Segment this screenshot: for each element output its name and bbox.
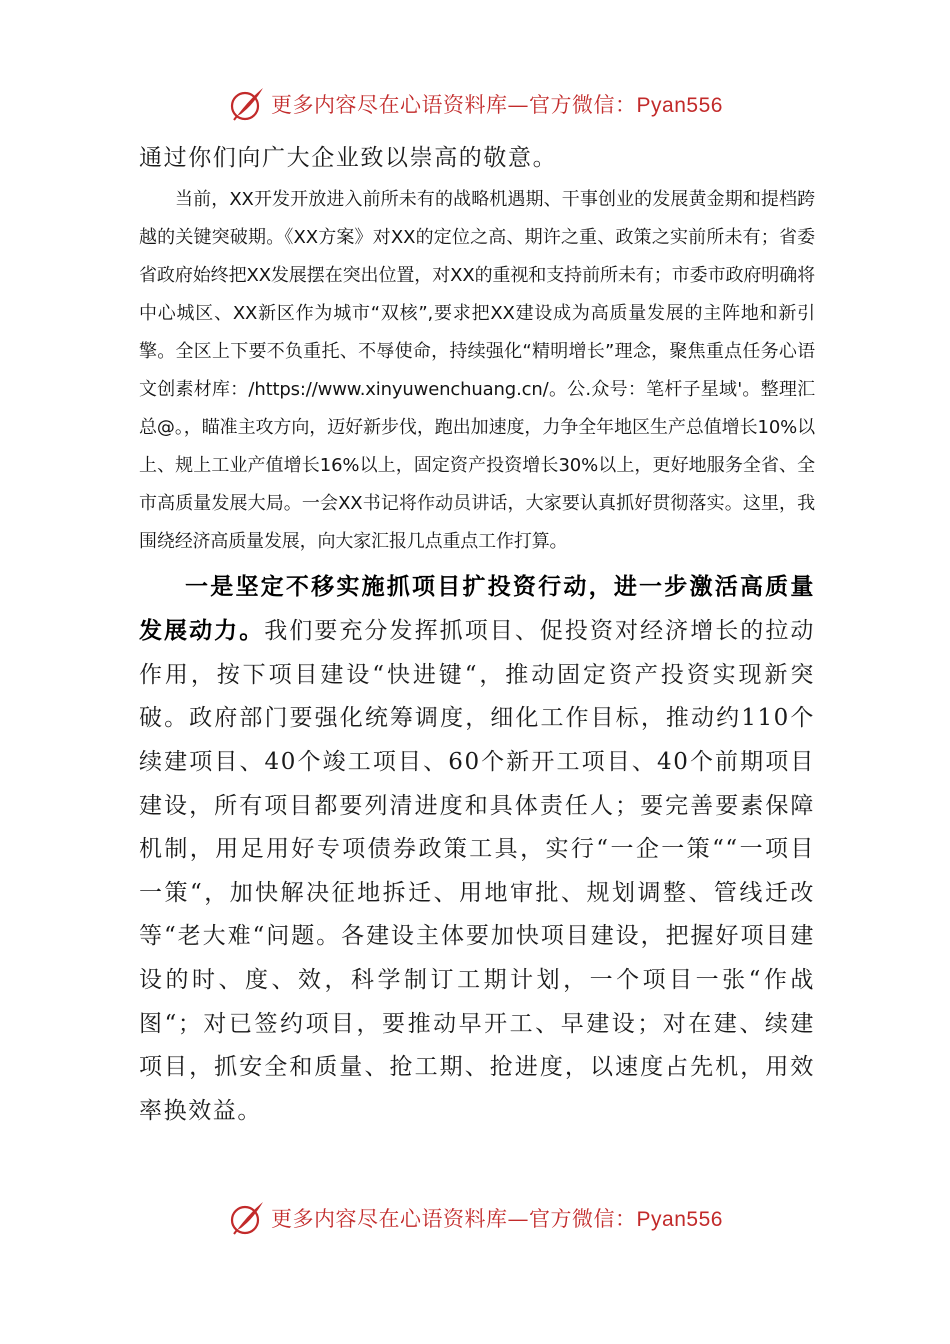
banner-text: 更多内容尽在心语资料库—官方微信：Pyan556 (271, 1207, 723, 1231)
wechat-id: Pyan556 (636, 94, 723, 117)
paragraph-continued: 通过你们向广大企业致以崇高的敬意。 (139, 145, 558, 171)
paragraph-project-investment (139, 565, 815, 1134)
quill-pen-logo-icon (227, 1198, 267, 1238)
quill-pen-logo-icon (227, 84, 267, 124)
section-heading-bold: 一是坚定不移实施抓项目扩投资行动，进一步激活高质量发展动力。 (139, 572, 815, 645)
document-body (139, 137, 815, 1133)
banner-text: 更多内容尽在心语资料库—官方微信：Pyan556 (271, 93, 723, 117)
section-body: 我们要充分发挥抓项目、促投资对经济增长的拉动作用，按下项目建设“快进键“，推动固定资产投资实现新突破。政府部门要强化统筹调度，细化工作目标，推动约110个续建项目、40个竣工项目、60个新开工项目、40个前期项目建设，所有项目都要列清进度和具体责任人；要完善要素保障机制，用足用好专项债券政策工具，实行“一企一策““一项目一策“，加快解决征地拆迁、用地审批、规划调整、管线迁改等“老大难“问题。各建设主体要加快项目建设，把握好项目建设的时、度、效，科学制订工期计划，一个项目一张“作战图“；对已签约项目，要推动早开工、早建设；对在建、续建项目，抓安全和质量、抢工期、抢进度，以速度占先机，用效率换效益。 (139, 618, 816, 1124)
header-banner (0, 84, 950, 124)
paragraph-current-situation: 当前，XX开发开放进入前所未有的战略机遇期、干事创业的发展黄金期和提档跨越的关键突破期。《XX方案》对XX的定位之高、期许之重、政策之实前所未有；省委省政府始终把XX发展摆在突出位置，对XX的重视和支持前所未有；市委市政府明确将中心城区、XX新区作为城市“双核”,要求把XX建设成为高质量发展的主阵地和新引擎。全区上下要不负重托、不辱使命，持续强化“精明增长”理念，聚焦重点任务心语文创素材库：/https://www.xinyuwenchuang.cn/。公.众号：笔杆子星域'。整理汇总@。，瞄准主攻方向，迈好新步伐，跑出加速度，力争全年地区生产总值增长10%以上、规上工业产值增长16%以上，固定资产投资增长30%以上，更好地服务全省、全市高质量发展大局。一会XX书记将作动员讲话，大家要认真抓好贯彻落实。这里，我围绕经济高质量发展，向大家汇报几点重点工作打算。 (139, 188, 815, 552)
wechat-id: Pyan556 (636, 1208, 723, 1231)
footer-banner (0, 1198, 950, 1238)
